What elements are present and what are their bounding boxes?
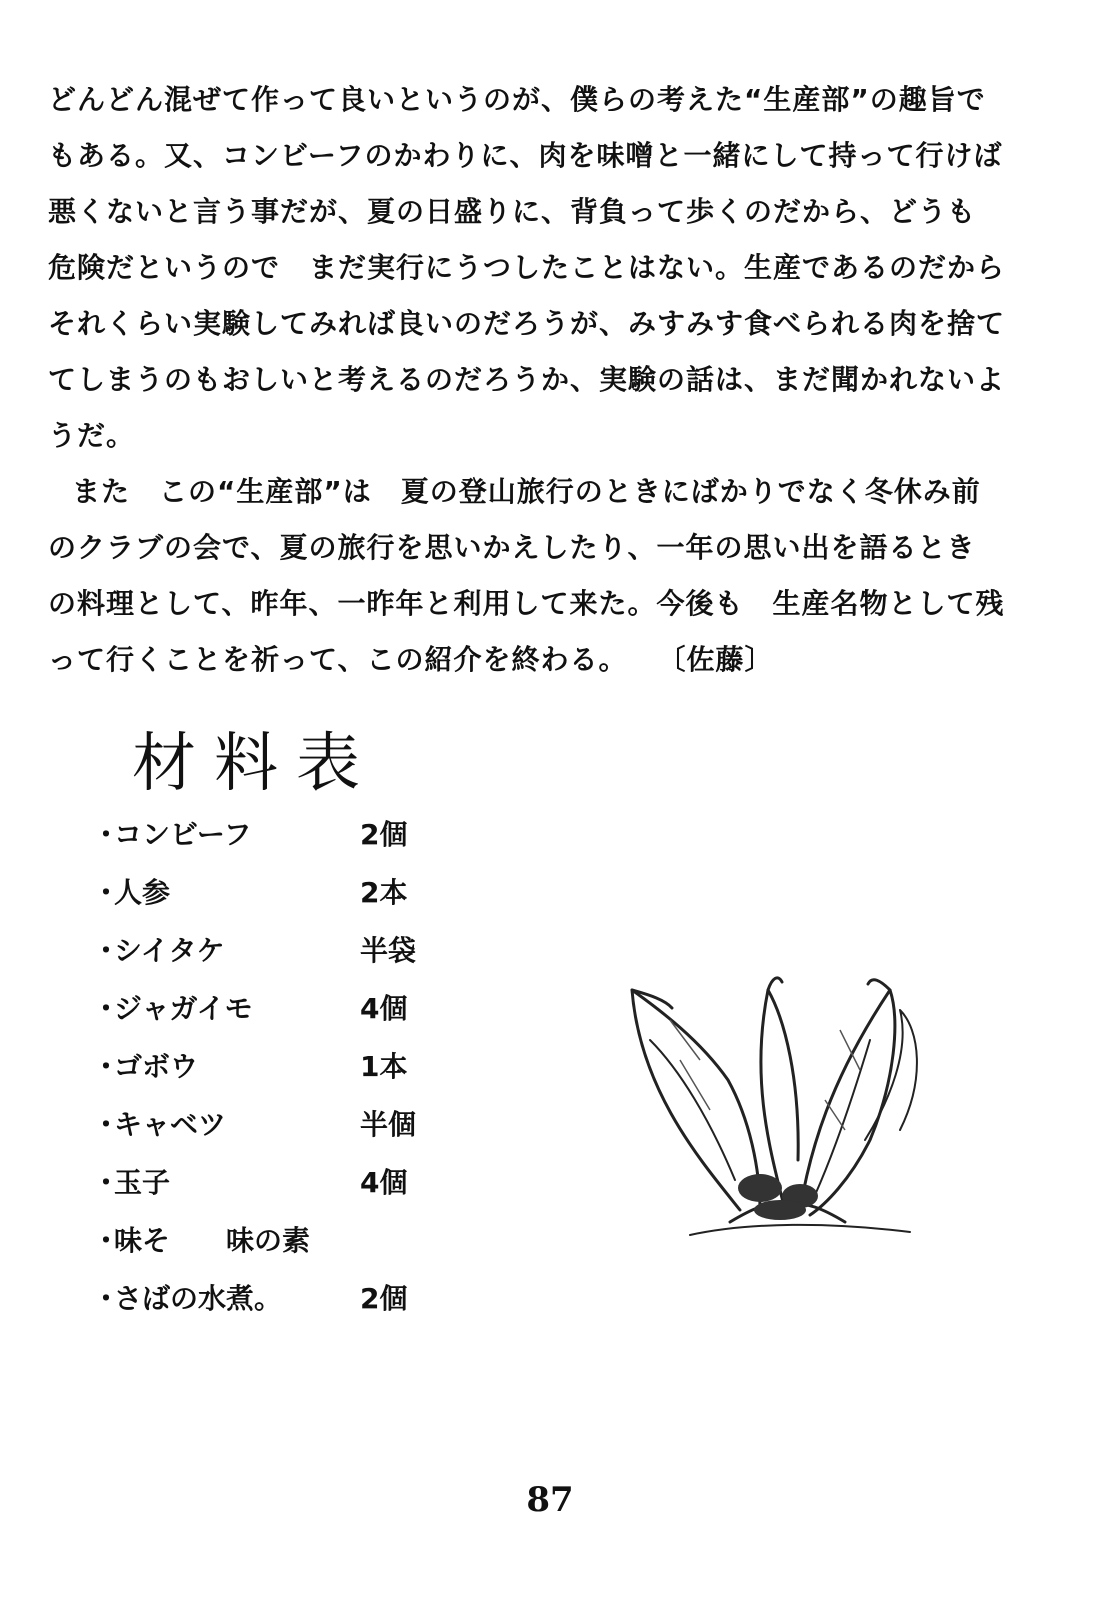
bullet-icon: ・ [92,1224,121,1257]
ingredient-name: 人参 [114,876,171,909]
ingredient-item [92,1096,512,1154]
ingredient-item [92,1212,512,1270]
ingredient-qty: 4個 [360,1166,408,1199]
ingredient-name: さばの水煮。 [114,1282,283,1315]
ingredient-qty: 2本 [360,876,408,909]
ingredient-item [92,1270,512,1328]
body-line: のクラブの会で、夏の旅行を思いかえしたり、一年の思い出を語るとき [48,531,976,564]
bullet-icon: ・ [92,1282,121,1315]
body-text [48,72,1048,688]
body-line: って行くことを祈って、この紹介を終わる。 〔佐藤〕 [48,643,774,676]
bullet-icon: ・ [92,876,121,909]
ingredient-name: 味そ 味の素 [114,1224,311,1257]
ingredient-qty: 2個 [360,1282,408,1315]
bullet-icon: ・ [92,934,121,967]
ingredient-name: コンビーフ [114,818,252,851]
ingredient-name: キャベツ [114,1108,227,1141]
ingredient-item [92,1154,512,1212]
ingredient-qty: 2個 [360,818,408,851]
ingredients-list [92,806,512,1328]
body-line: の料理として、昨年、一昨年と利用して来た。今後も 生産名物として残 [48,587,1005,620]
ingredient-item [92,1038,512,1096]
body-line: それくらい実験してみれば良いのだろうが、みすみす食べられる肉を捨て [48,307,1006,340]
bullet-icon: ・ [92,992,121,1025]
bullet-icon: ・ [92,1108,121,1141]
body-line: うだ。 [48,419,136,452]
ingredient-name: 玉子 [114,1166,171,1199]
bullet-icon: ・ [92,818,121,851]
ingredient-qty: 半袋 [360,934,417,967]
ingredients-heading: 材料表 [132,727,378,801]
page-number: 87 [526,1480,574,1520]
body-line: また この“生産部”は 夏の登山旅行のときにばかりでなく冬休み前 [72,475,981,508]
ingredient-item [92,806,512,864]
ingredient-name: ゴボウ [114,1050,199,1083]
body-line: もある。又、コンビーフのかわりに、肉を味噌と一緒にして持って行けば [48,139,1003,172]
body-line: てしまうのもおしいと考えるのだろうか、実験の話は、まだ聞かれないよ [48,363,1006,396]
ingredient-name: シイタケ [114,934,225,967]
ingredient-qty: 4個 [360,992,408,1025]
ingredient-item [92,864,512,922]
bullet-icon: ・ [92,1050,121,1083]
body-line: どんどん混ぜて作って良いというのが、僕らの考えた“生産部”の趣旨で [48,83,986,116]
bullet-icon: ・ [92,1166,121,1199]
ingredient-qty: 1本 [360,1050,408,1083]
ingredient-name: ジャガイモ [114,992,253,1025]
body-line: 危険だというので まだ実行にうつしたことはない。生産であるのだから [48,251,1006,284]
body-line: 悪くないと言う事だが、夏の日盛りに、背負って歩くのだから、どうも [48,195,977,228]
ingredient-item [92,922,512,980]
skunk-cabbage-sketch-icon [610,960,970,1260]
ingredient-qty: 半個 [360,1108,417,1141]
ingredient-item [92,980,512,1038]
